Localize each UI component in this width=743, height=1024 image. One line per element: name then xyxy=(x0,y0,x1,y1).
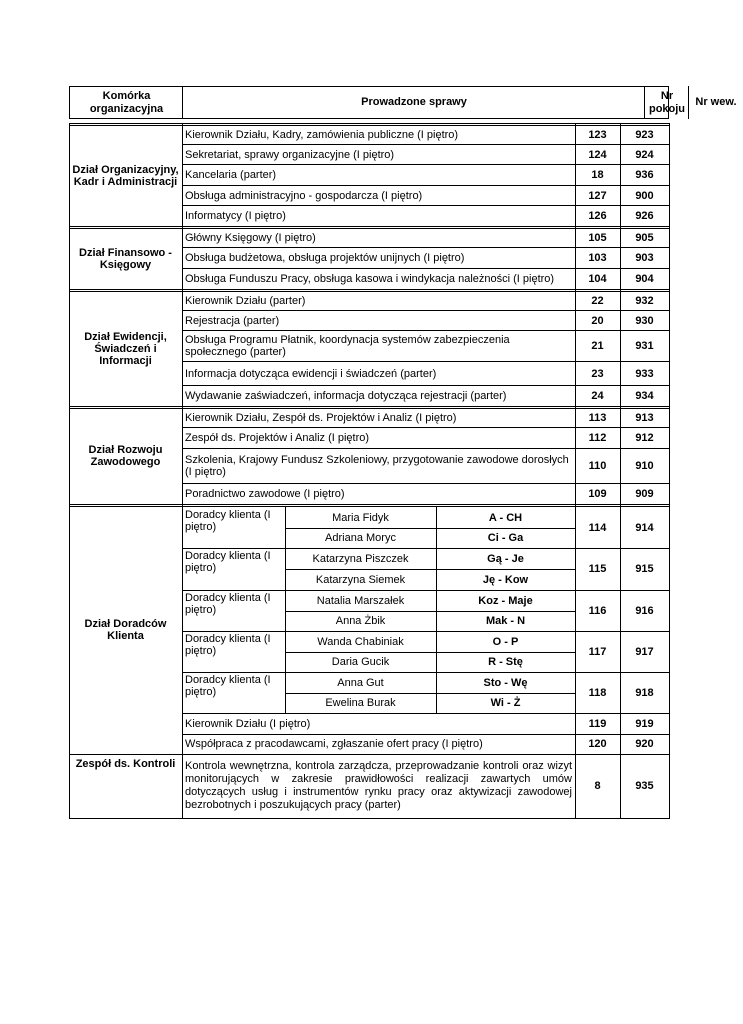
header-ext: Nr wew. xyxy=(695,96,737,108)
table-row-ext: 904 xyxy=(635,273,654,285)
table-row-text: Informatycy (I piętro) xyxy=(185,210,286,222)
advisor-room: 114 xyxy=(588,521,607,534)
table-row-text: Kancelaria (parter) xyxy=(185,169,277,181)
department-name: Dział Rozwoju Zawodowego xyxy=(88,444,163,468)
table-row-text: Obsługa Funduszu Pracy, obsługa kasowa i windykacja należności (I piętro) xyxy=(185,273,555,285)
table-row-text: Rejestracja (parter) xyxy=(185,314,280,327)
advisor-name: Katarzyna Piszczek xyxy=(312,552,409,565)
table-row-ext: 936 xyxy=(635,169,654,181)
advisor-row-ext: 919 xyxy=(635,717,654,730)
table-row-ext: 913 xyxy=(635,412,654,424)
advisor-room: 118 xyxy=(588,686,607,699)
department-name: Dział Finansowo -Księgowy xyxy=(79,246,172,271)
advisor-ext: 914 xyxy=(635,521,654,534)
department-name: Dział Doradców Klienta xyxy=(84,618,167,642)
control-ext: 935 xyxy=(635,780,654,792)
table-row-ext: 931 xyxy=(635,340,654,352)
control-room: 8 xyxy=(594,780,601,792)
table-row-ext: 905 xyxy=(635,232,654,244)
table-row-room: 123 xyxy=(588,129,607,141)
header-unit: Komórka organizacyjna xyxy=(89,89,164,115)
advisor-name: Natalia Marszałek xyxy=(316,594,405,607)
table-row-ext: 900 xyxy=(635,189,654,202)
table-row-room: 20 xyxy=(591,314,604,327)
table-row-text: Kierownik Działu, Zespół ds. Projektów i Analiz (I piętro) xyxy=(185,412,457,424)
table-row-ext: 932 xyxy=(635,295,654,307)
table-row-text: Główny Księgowy (I piętro) xyxy=(185,232,316,244)
advisor-ext: 918 xyxy=(635,686,654,699)
table-row-ext: 933 xyxy=(635,367,654,380)
header-room: Nr pokoju xyxy=(648,89,686,115)
table-row-text: Poradnictwo zawodowe (I piętro) xyxy=(185,488,345,500)
advisor-row-room: 119 xyxy=(588,717,607,730)
table-row-ext: 923 xyxy=(635,129,654,141)
advisor-room: 117 xyxy=(588,645,607,658)
table-row-room: 22 xyxy=(591,295,604,307)
control-text: Kontrola wewnętrzna, kontrola zarządcza, przeprowadzanie kontroli oraz wizyt monitorujących w zakresie prawidłowości realizacji zawartych umów dotyczących usług i instrumentów rynku pracy oraz aktywizacji zawodowej bezrobotnych i poszukujących pracy (parter) xyxy=(185,760,572,811)
advisor-range: Koz - Maje xyxy=(478,594,533,607)
advisor-name: Maria Fidyk xyxy=(332,511,389,524)
table-row-ext: 912 xyxy=(635,432,654,444)
table-row-room: 104 xyxy=(588,273,607,285)
advisor-row-ext: 920 xyxy=(635,738,654,750)
table-row-ext: 910 xyxy=(635,460,654,472)
header-matters: Prowadzone sprawy xyxy=(361,96,467,108)
advisor-row-room: 120 xyxy=(588,738,607,750)
advisor-group-label: Doradcy klienta (I piętro) xyxy=(185,592,271,616)
advisor-range: Wi - Ż xyxy=(490,697,521,709)
table-row-text: Zespół ds. Projektów i Analiz (I piętro) xyxy=(185,432,370,444)
advisor-ext: 917 xyxy=(635,645,654,658)
advisor-range: O - P xyxy=(492,635,519,648)
table-row-room: 109 xyxy=(588,488,607,500)
advisor-name: Daria Gucik xyxy=(331,656,390,668)
advisor-row-text: Współpraca z pracodawcami, zgłaszanie ofert pracy (I piętro) xyxy=(185,738,483,750)
table-row-room: 23 xyxy=(591,367,604,380)
advisor-range: Ci - Ga xyxy=(487,532,524,544)
table-row-ext: 934 xyxy=(635,390,654,402)
table-row-text: Informacja dotycząca ewidencji i świadczeń (parter) xyxy=(185,367,437,380)
table-row-room: 110 xyxy=(588,460,607,472)
advisor-range: Gą - Je xyxy=(487,552,524,565)
table-row-room: 126 xyxy=(588,210,607,222)
advisor-ext: 916 xyxy=(635,604,654,617)
advisor-group-label: Doradcy klienta (I piętro) xyxy=(185,550,271,574)
table-row-ext: 926 xyxy=(635,210,654,222)
table-row-room: 103 xyxy=(588,252,607,264)
advisor-range: A - CH xyxy=(488,511,523,524)
table-row-ext: 903 xyxy=(635,252,654,264)
table-row-text: Kierownik Działu (parter) xyxy=(185,295,306,307)
department-name: Dział Ewidencji, Świadczeń i Informacji xyxy=(84,330,167,367)
advisor-row-text: Kierownik Działu (I piętro) xyxy=(185,717,311,730)
table-row-room: 112 xyxy=(588,432,607,444)
advisor-group-label: Doradcy klienta (I piętro) xyxy=(185,633,271,657)
table-row-text: Szkolenia, Krajowy Fundusz Szkoleniowy, przygotowanie zawodowe dorosłych (I piętro) xyxy=(185,454,569,478)
table-row-text: Kierownik Działu, Kadry, zamówienia publiczne (I piętro) xyxy=(185,129,459,141)
table-row-text: Sekretariat, sprawy organizacyjne (I piętro) xyxy=(185,148,395,161)
table-row-ext: 930 xyxy=(635,314,654,327)
table-row-room: 24 xyxy=(591,390,604,402)
table-row-ext: 924 xyxy=(635,148,654,161)
table-row-text: Obsługa budżetowa, obsługa projektów unijnych (I piętro) xyxy=(185,252,465,264)
table-row-text: Wydawanie zaświadczeń, informacja dotycząca rejestracji (parter) xyxy=(185,390,507,402)
table-row-room: 127 xyxy=(588,189,607,202)
advisor-group-label: Doradcy klienta (I piętro) xyxy=(185,509,271,533)
table-row-text: Obsługa administracyjno - gospodarcza (I piętro) xyxy=(185,189,423,202)
table-row-room: 18 xyxy=(591,169,604,181)
department-name: Dział Organizacyjny, Kadr i Administracji xyxy=(72,163,179,188)
table-row-room: 105 xyxy=(588,232,607,244)
advisor-range: Ję - Kow xyxy=(482,573,529,586)
advisor-ext: 915 xyxy=(635,563,654,575)
advisor-range: Sto - Wę xyxy=(483,676,528,689)
advisor-name: Ewelina Burak xyxy=(325,697,396,709)
advisor-name: Adriana Moryc xyxy=(325,532,396,544)
table-row-room: 21 xyxy=(591,340,604,352)
advisor-name: Anna Żbik xyxy=(335,615,386,627)
department-name: Zespół ds. Kontroli xyxy=(75,758,176,770)
table-row-room: 124 xyxy=(588,148,607,161)
table-row-text: Obsługa Programu Płatnik, koordynacja systemów zabezpieczenia społecznego (parter) xyxy=(185,334,510,358)
advisor-range: Mak - N xyxy=(485,615,526,627)
table-row-ext: 909 xyxy=(635,488,654,500)
advisor-room: 116 xyxy=(588,604,607,617)
advisor-name: Wanda Chabiniak xyxy=(317,635,404,648)
advisor-name: Anna Gut xyxy=(337,676,384,689)
advisor-group-label: Doradcy klienta (I piętro) xyxy=(185,674,271,698)
advisor-name: Katarzyna Siemek xyxy=(315,573,406,586)
table-row-room: 113 xyxy=(588,412,607,424)
advisor-room: 115 xyxy=(588,563,607,575)
advisor-range: R - Stę xyxy=(488,656,523,668)
table-header xyxy=(69,86,737,119)
